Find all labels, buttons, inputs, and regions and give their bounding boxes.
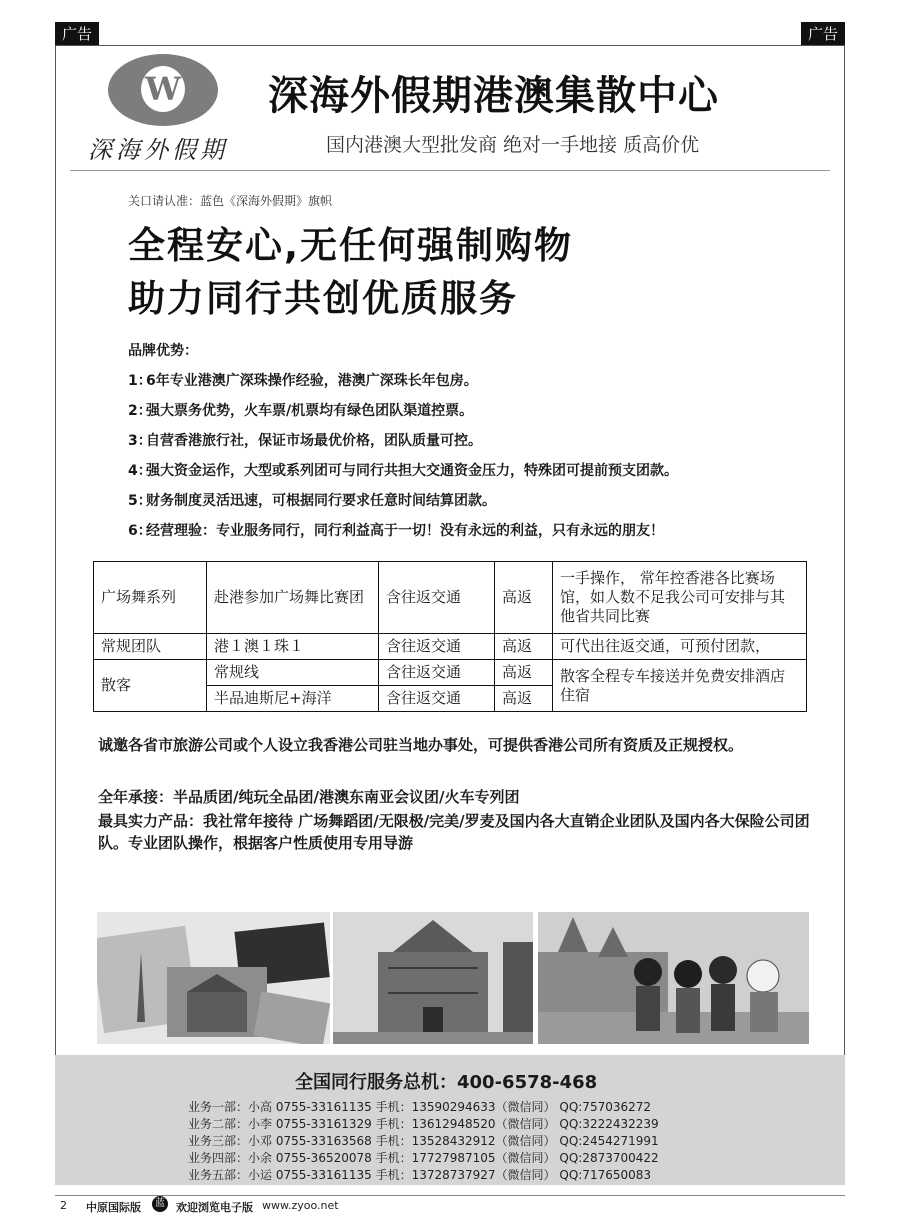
advantage-item: 2：强大票务优势，火车票/机票均有绿色团队渠道控票。: [128, 403, 474, 419]
table-cell: 含往返交通: [379, 660, 495, 686]
contact-line: 业务三部：小邓 0755-33163568 手机：13528432912（微信同） QQ:2454271991: [188, 1134, 659, 1148]
table-row: [94, 634, 807, 660]
table-row: [94, 660, 807, 686]
advantage-item: 5：财务制度灵活迅速，可根据同行要求任意时间结算团款。: [128, 493, 496, 509]
table-cell: 广场舞系列: [94, 562, 207, 634]
table-cell: 含往返交通: [379, 634, 495, 660]
advantage-item: 6：经营理验：专业服务同行，同行利益高于一切！没有永远的利益，只有永远的朋友！: [128, 523, 664, 539]
edition-badge: 蓝: [152, 1196, 168, 1212]
flag-note: 关口请认准：蓝色《深海外假期》旗帜: [128, 194, 333, 208]
tour-table: [93, 561, 807, 712]
ad-tag-left: 广告: [55, 22, 99, 46]
brand-slogan: 国内港澳大型批发商 绝对一手地接 质高价优: [326, 134, 700, 156]
ad-tag-right: 广告: [801, 22, 845, 46]
table-cell: 半品迪斯尼+海洋: [207, 686, 379, 712]
advantage-item: 4：强大资金运作，大型或系列团可与同行共担大交通资金压力，特殊团可提前预支团款。: [128, 463, 678, 479]
footer-divider: [55, 1195, 845, 1196]
photo-ruins-st-paul: [333, 912, 533, 1044]
advantage-item: 3：自营香港旅行社，保证市场最优价格，团队质量可控。: [128, 433, 482, 449]
page-number: 2: [60, 1199, 67, 1212]
headline-line-2: 助力同行共创优质服务: [128, 277, 518, 320]
advantage-item: 1：6年专业港澳广深珠操作经验，港澳广深珠长年包房。: [128, 373, 478, 389]
table-cell: 高返: [495, 686, 553, 712]
table-cell: 高返: [495, 634, 553, 660]
brand-name: 深海外假期港澳集散中心: [268, 73, 719, 119]
table-cell: 常规团队: [94, 634, 207, 660]
divider: [70, 170, 830, 171]
table-cell: 高返: [495, 660, 553, 686]
invite-paragraph: 诚邀各省市旅游公司或个人设立我香港公司驻当地办事处，可提供香港公司所有资质及正规授权。: [98, 736, 744, 754]
edition-label: 中原国际版: [86, 1201, 141, 1214]
table-cell: 常规线: [207, 660, 379, 686]
welcome-label: 欢迎浏览电子版: [176, 1201, 253, 1214]
logo-letter: W: [145, 70, 181, 108]
table-cell: 赴港参加广场舞比赛团: [207, 562, 379, 634]
table-cell: 一手操作， 常年控香港各比赛场馆，如人数不足我公司可安排与其他省共同比赛: [553, 562, 807, 634]
table-cell: 散客: [94, 660, 207, 712]
contact-line: 业务二部：小李 0755-33161329 手机：13612948520（微信同） QQ:3222432239: [188, 1117, 659, 1131]
table-cell: 散客全程专车接送并免费安排酒店住宿: [553, 660, 807, 712]
contact-line: 业务一部：小高 0755-33161135 手机：13590294633（微信同） QQ:757036272: [188, 1100, 652, 1114]
advantages-title: 品牌优势：: [128, 343, 198, 359]
table-row: [94, 562, 807, 634]
site-url[interactable]: www.zyoo.net: [262, 1199, 339, 1212]
services-line: 全年承接：半品质团/纯玩全品团/港澳东南亚会议团/火车专列团: [98, 788, 520, 806]
table-cell: 可代出往返交通，可预付团款，: [553, 634, 807, 660]
table-cell: 港１澳１珠１: [207, 634, 379, 660]
logo: [108, 54, 218, 126]
products-paragraph: 最具实力产品：我社常年接待 广场舞蹈团/无限极/完美/罗麦及国内各大直销企业团队及国内各大保险公司团队。专业团队操作，根据客户性质使用专用导游: [98, 812, 810, 852]
contact-line: 业务四部：小余 0755-36520078 手机：17727987105（微信同） QQ:2873700422: [188, 1151, 659, 1165]
photo-disneyland: [538, 912, 809, 1044]
table-cell: 含往返交通: [379, 562, 495, 634]
table-cell: 含往返交通: [379, 686, 495, 712]
headline-line-1: 全程安心,无任何强制购物: [128, 224, 574, 267]
contact-line: 业务五部：小运 0755-33161135 手机：13728737927（微信同） QQ:717650083: [188, 1168, 652, 1182]
logo-text: 深海外假期: [88, 136, 228, 164]
table-cell: 高返: [495, 562, 553, 634]
hotline: 全国同行服务总机：400-6578-468: [295, 1072, 598, 1093]
photo-collage: [97, 912, 330, 1044]
